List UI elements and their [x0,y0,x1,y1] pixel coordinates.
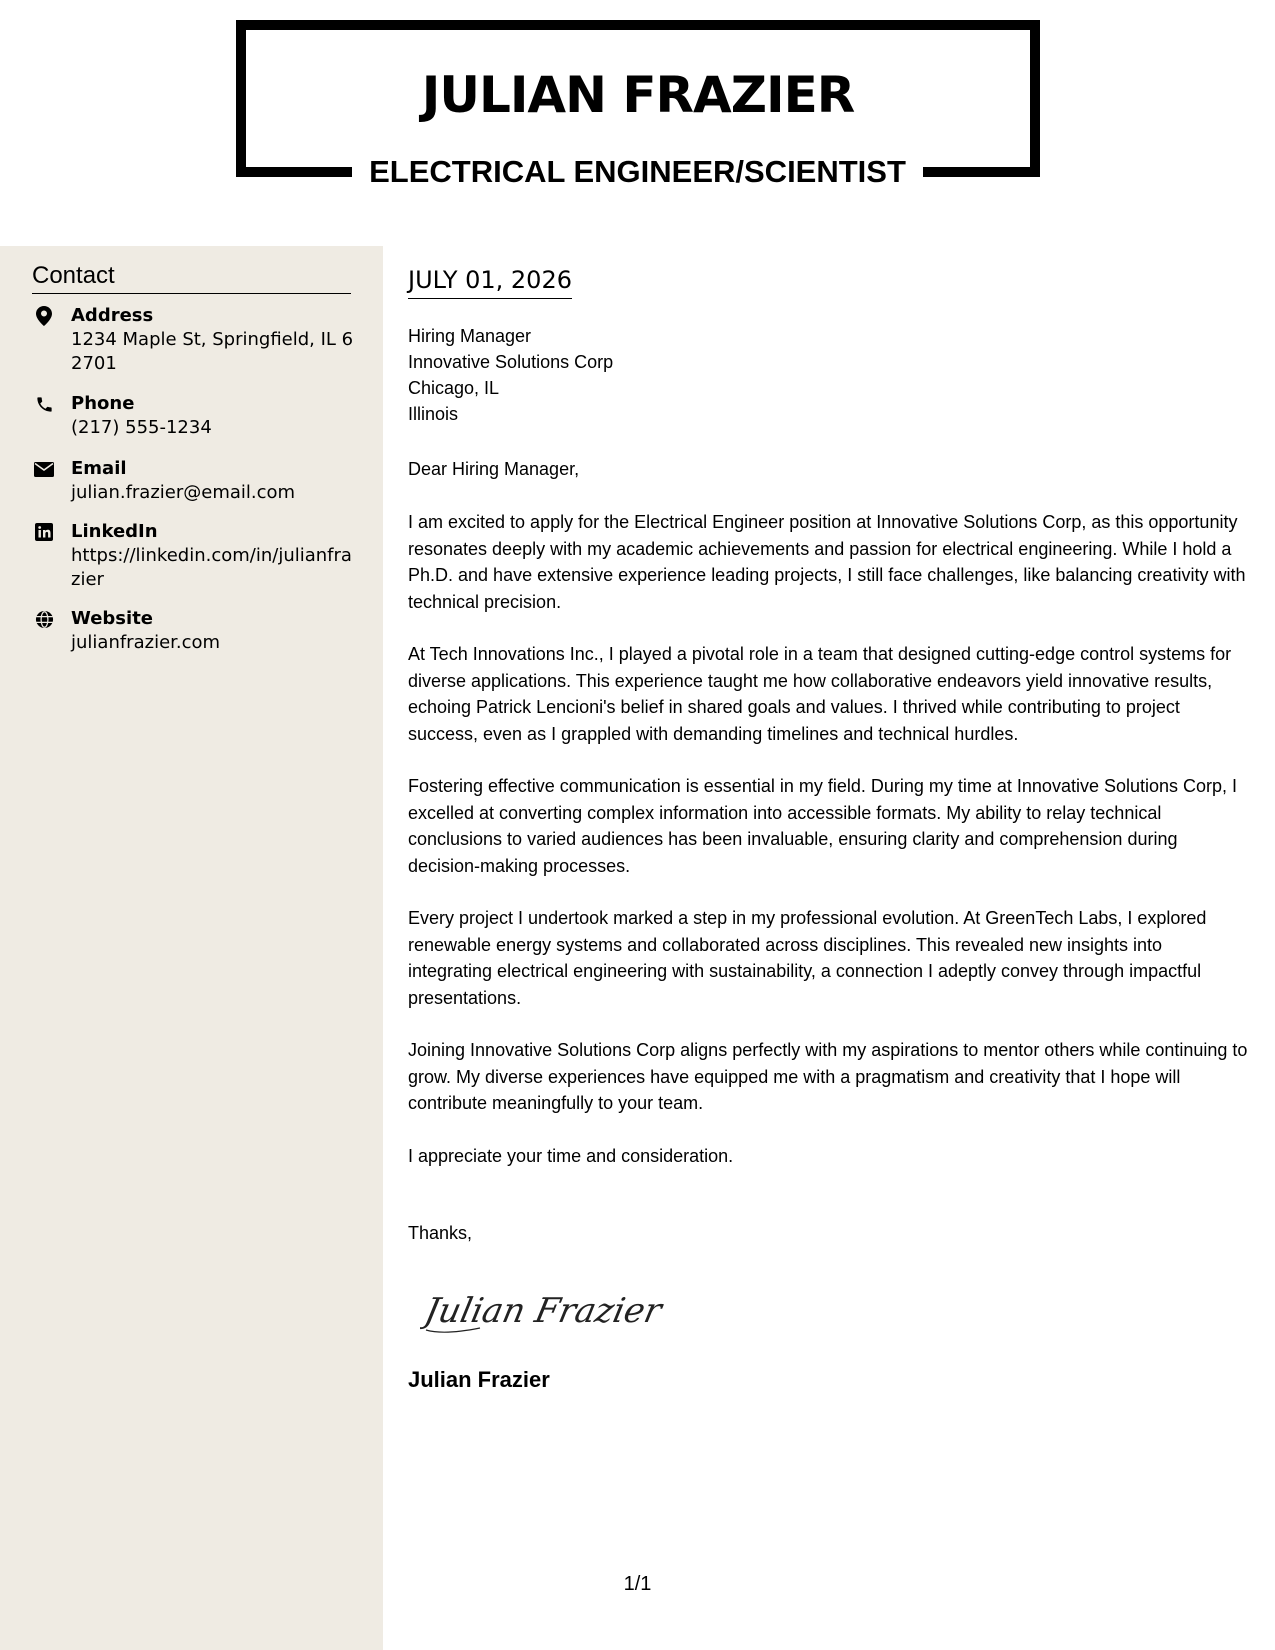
body-paragraph: I am excited to apply for the Electrical Engineer position at Innovative Solutions Corp, as this opportunity resonates deeply with my academic achievements and passion for electrical engineering. While I hold a Ph.D. and have extensive experience leading projects, I still face challenges, like balancing creativity with technical precision. [408,512,1246,612]
signer-name: Julian Frazier [408,1367,550,1392]
body-paragraph: I appreciate your time and consideration. [408,1145,734,1166]
applicant-name: JULIAN FRAZIER [421,66,855,124]
phone-icon [32,392,56,416]
contact-value[interactable]: julianfrazier.com [71,632,221,653]
contact-label: LinkedIn [71,521,158,542]
contact-value[interactable]: https://linkedin.com/in/julianfrazier [71,545,352,590]
handwritten-signature [420,1280,680,1340]
letter-body [408,509,1248,1195]
recipient-line: Chicago, IL [408,378,500,398]
contact-label: Phone [71,393,135,414]
salutation: Dear Hiring Manager, [408,459,580,479]
recipient-line: Hiring Manager [408,326,532,346]
contact-value: (217) 555-1234 [71,417,212,438]
body-paragraph: Fostering effective communication is essential in my field. During my time at Innovative Solutions Corp, I excelled at converting complex information into accessible formats. My ability to relay technical conclusions to varied audiences has been invaluable, ensuring clarity and comprehension during decision-making processes. [408,776,1238,876]
header-frame-bottom-left [236,167,352,177]
globe-icon [32,607,56,631]
recipient-line: Illinois [408,404,459,424]
job-title: ELECTRICAL ENGINEER/SCIENTIST [369,154,906,189]
recipient-line: Innovative Solutions Corp [408,352,614,372]
contact-label: Address [71,305,154,326]
body-paragraph: At Tech Innovations Inc., I played a pivotal role in a team that designed cutting-edge control systems for diverse applications. This experience taught me how collaborative endeavors yield innovative results, echoing Patrick Lencioni's belief in shared goals and values. I thrived while contributing to project success, even as I grappled with demanding timelines and technical hurdles. [408,644,1232,744]
body-paragraph: Joining Innovative Solutions Corp aligns perfectly with my aspirations to mentor others while continuing to grow. My diverse experiences have equipped me with a pragmatism and creativity that I hope will contribute meaningfully to your team. [408,1040,1248,1113]
letter-date: JULY 01, 2026 [408,265,572,299]
envelope-icon [32,457,56,481]
header-frame-bottom-right [923,167,1040,177]
body-paragraph: Every project I undertook marked a step in my professional evolution. At GreenTech Labs, I explored renewable energy systems and collaborated across disciplines. This revealed new insights into integrating electrical engineering with sustainability, a connection I adeptly convey through impactful presentations. [408,908,1207,1008]
contact-value: 1234 Maple St, Springfield, IL 62701 [71,329,354,374]
contact-heading: Contact [32,262,351,294]
page-number: 1/1 [623,1573,652,1595]
contact-value: julian.frazier@email.com [71,482,296,503]
contact-label: Website [71,608,154,629]
svg-text:Julian Frazier: Julian Frazier [421,1291,666,1331]
linkedin-icon [32,520,56,544]
contact-label: Email [71,458,127,479]
map-pin-icon [32,304,56,328]
recipient-block [408,323,1248,427]
closing: Thanks, [408,1223,473,1243]
